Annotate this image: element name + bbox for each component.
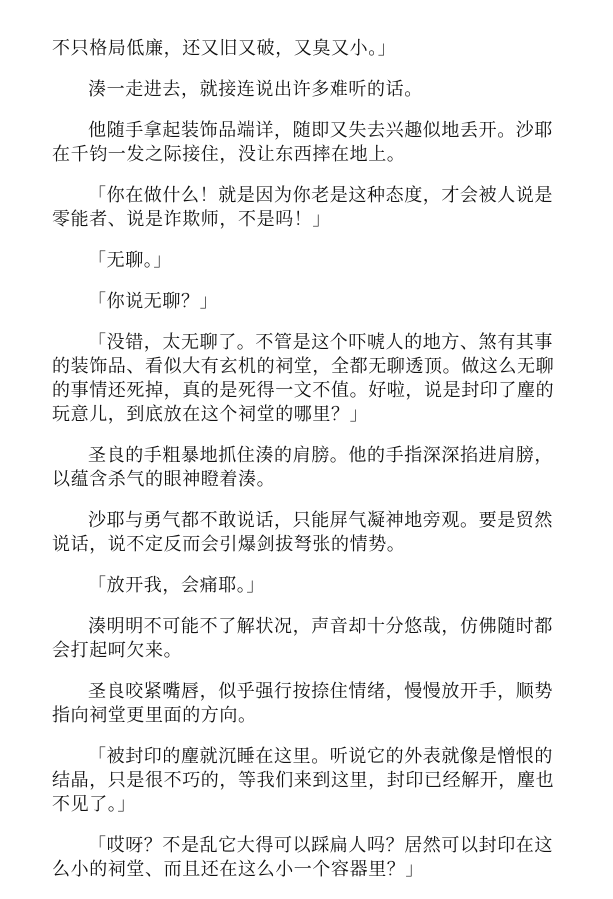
paragraph-9: 沙耶与勇气都不敢说话，只能屏气凝神地旁观。要是贸然说话，说不定反而会引爆剑拔弩张的情势。 — [52, 510, 553, 555]
page-text — [52, 37, 562, 899]
paragraph-12: 圣良咬紧嘴唇，似乎强行按捺住情绪，慢慢放开手，顺势指向祠堂更里面的方向。 — [52, 681, 553, 726]
paragraph-3: 他随手拿起装饰品端详，随即又失去兴趣似地丢开。沙耶在千钧一发之际接住，没让东西摔在地上。 — [52, 120, 553, 165]
paragraph-4: 「你在做什么！就是因为你老是这种态度，才会被人说是零能者、说是诈欺师，不是吗！」 — [52, 185, 553, 230]
paragraph-10: 「放开我，会痛耶。」 — [88, 575, 265, 596]
paragraph-8: 圣良的手粗暴地抓住湊的肩膀。他的手指深深掐进肩膀，以蕴含杀气的眼神瞪着湊。 — [52, 445, 553, 490]
paragraph-6: 「你说无聊？」 — [88, 291, 219, 312]
paragraph-13: 「被封印的麈就沉睡在这里。听说它的外表就像是憎恨的结晶，只是很不巧的，等我们来到这里，封印已经解开，麈也不见了。」 — [52, 746, 555, 815]
paragraph-11: 湊明明不可能不了解状况，声音却十分悠哉，仿佛随时都会打起呵欠来。 — [52, 616, 553, 661]
paragraph-1: 不只格局低廉，还又旧又破，又臭又小。」 — [52, 38, 397, 59]
paragraph-5: 「无聊。」 — [88, 250, 172, 271]
paragraph-2: 湊一走进去，就接连说出许多难听的话。 — [88, 79, 423, 100]
paragraph-14: 「哎呀？不是乱它大得可以踩扁人吗？居然可以封印在这么小的祠堂、而且还在这么小一个容器里？」 — [52, 835, 553, 880]
paragraph-7: 「没错，太无聊了。不管是这个吓唬人的地方、煞有其事的装饰品、看似大有玄机的祠堂，全都无聊透顶。做这么无聊的事情还死掉，真的是死得一文不值。好啦，说是封印了麈的玩意儿，到底放在这个祠堂的哪里？」 — [52, 332, 555, 425]
